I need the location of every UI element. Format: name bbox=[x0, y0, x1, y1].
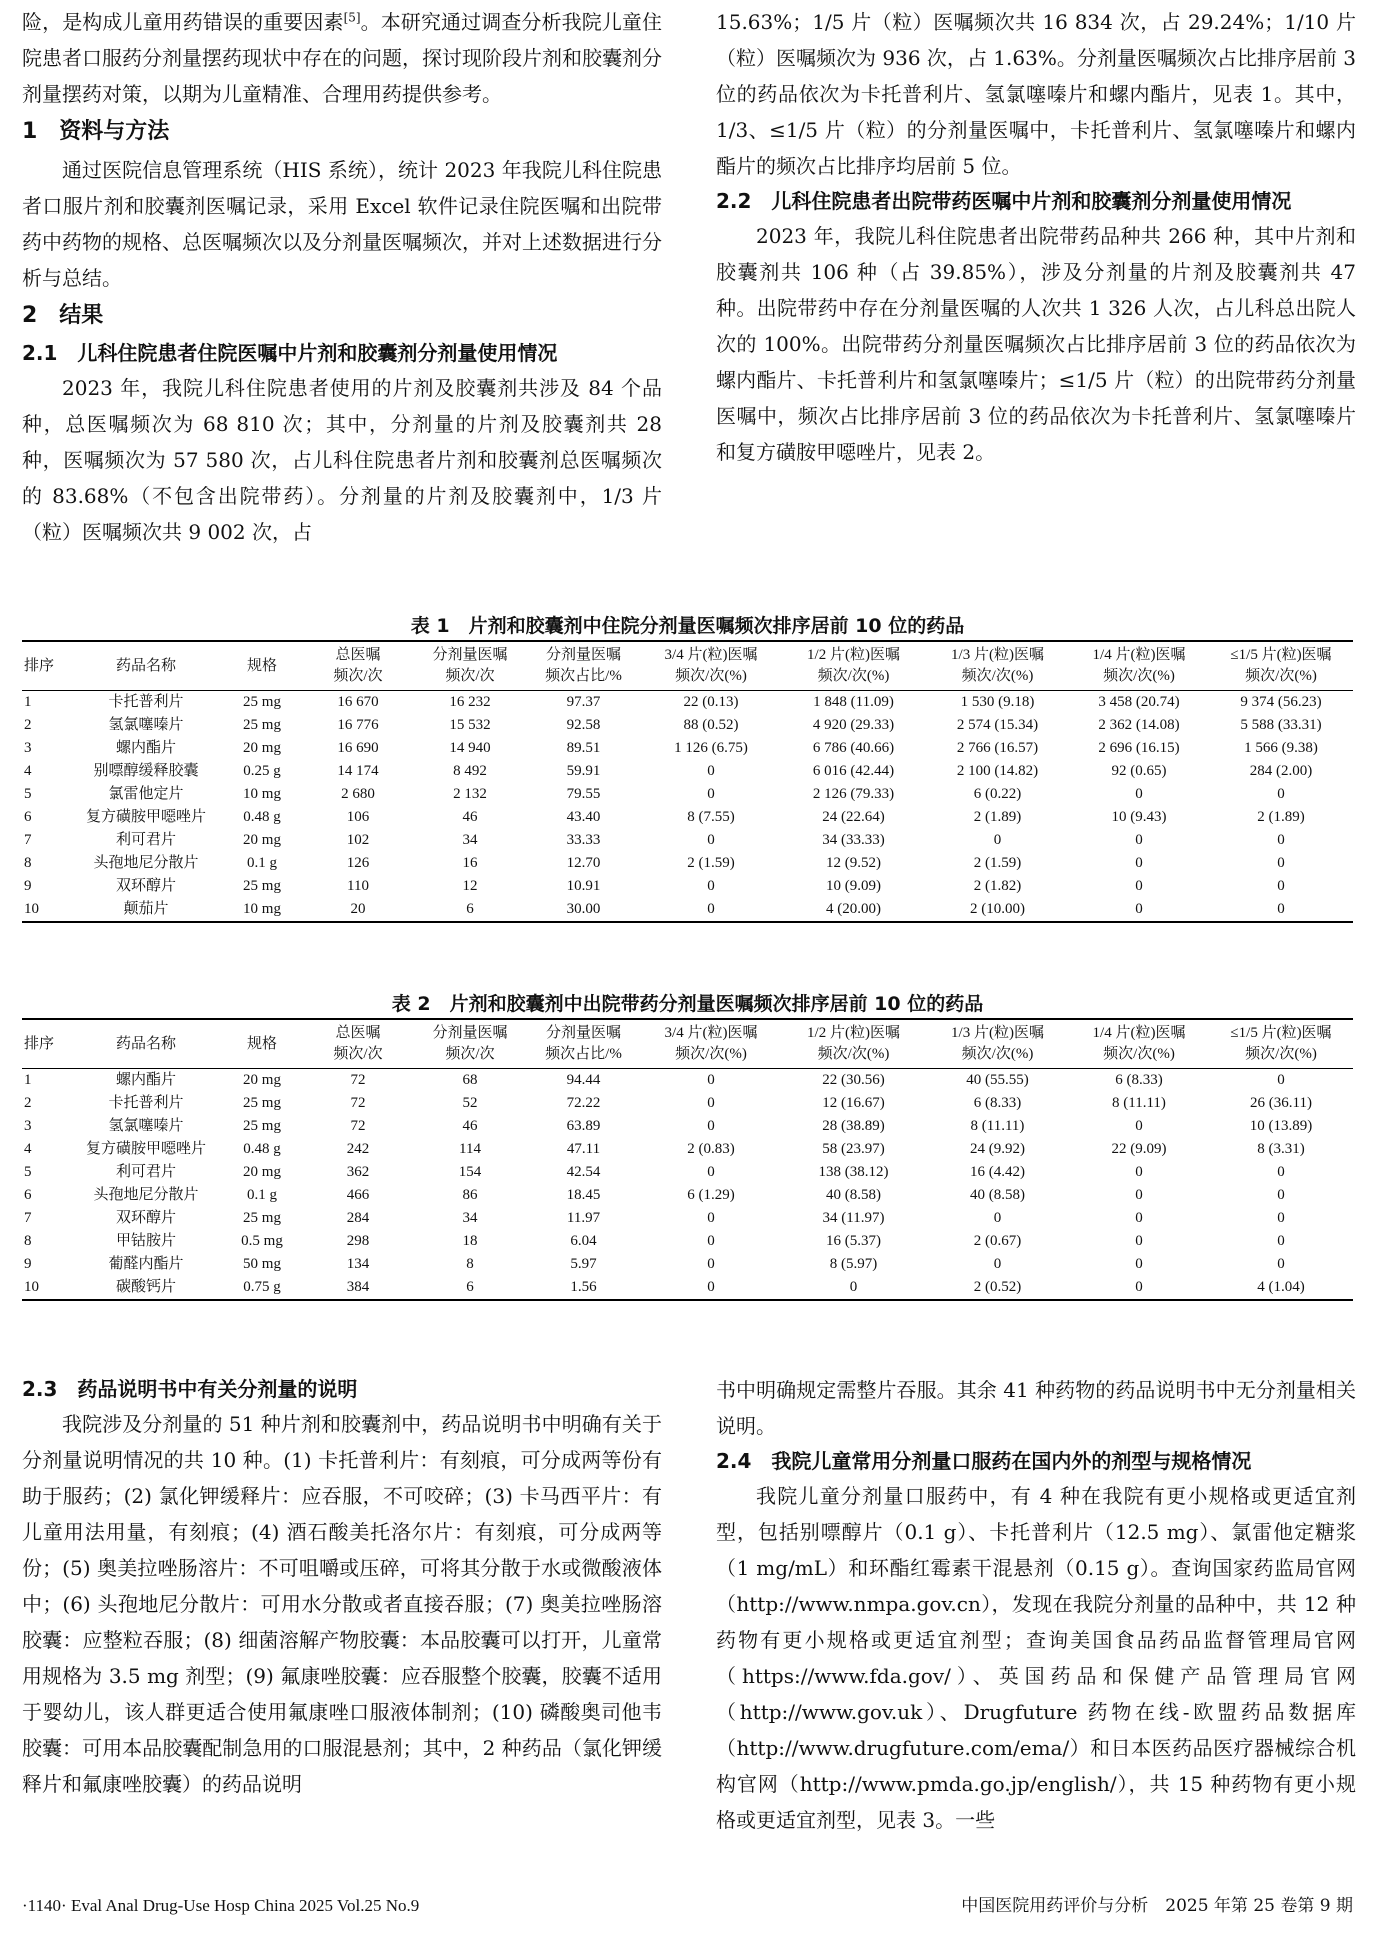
table-cell: 0 bbox=[1069, 898, 1209, 922]
table-cell: 0.75 g bbox=[222, 1276, 302, 1300]
table-cell: 4 bbox=[24, 1141, 32, 1157]
table-cell: 10 (9.43) bbox=[1111, 809, 1167, 825]
table-cell: 头孢地尼分散片 bbox=[93, 1187, 199, 1203]
table-row bbox=[22, 898, 1353, 922]
table-cell: 6 (8.33) bbox=[973, 1095, 1022, 1111]
table-cell: 2 100 (14.82) bbox=[956, 763, 1039, 779]
footer-journal-chinese: 中国医院用药评价与分析 2025 年第 25 卷第 9 期 bbox=[961, 1896, 1353, 1916]
table-cell: 0 bbox=[1069, 1276, 1209, 1300]
table-cell: 466 bbox=[346, 1187, 370, 1203]
table-cell: 2 574 (15.34) bbox=[956, 717, 1039, 733]
table-cell: 2 362 (14.08) bbox=[1098, 717, 1180, 733]
table-cell: 0 bbox=[1277, 878, 1285, 894]
left-column-top bbox=[22, 4, 662, 550]
table-cell: 298 bbox=[346, 1233, 370, 1249]
table-cell: 15 532 bbox=[449, 717, 491, 733]
table-cell: 25 mg bbox=[243, 717, 281, 733]
table-cell: 25 mg bbox=[243, 1210, 281, 1226]
table-cell: 双环醇片 bbox=[115, 1210, 176, 1226]
table-row bbox=[22, 829, 1353, 852]
table-cell: 6 (1.29) bbox=[687, 1187, 735, 1203]
table-cell: 86 bbox=[462, 1187, 478, 1203]
table-row bbox=[22, 714, 1353, 737]
table-cell: 384 bbox=[302, 1276, 414, 1300]
table-cell: 0 bbox=[707, 1256, 715, 1272]
table-cell: 138 (38.12) bbox=[818, 1164, 889, 1180]
table-cell: 2 696 (16.15) bbox=[1098, 740, 1180, 756]
table-cell: 2 126 (79.33) bbox=[812, 786, 895, 802]
table-cell: 89.51 bbox=[566, 740, 601, 756]
table-cell: 氢氯噻嗪片 bbox=[108, 1118, 184, 1134]
table-cell: 0 bbox=[993, 832, 1002, 848]
table-cell: 0 bbox=[1277, 1164, 1285, 1180]
results-2-2-paragraph: 2023 年，我院儿科住院患者出院带药品种共 266 种，其中片剂和胶囊剂共 106 种（占 39.85%），涉及分剂量的片剂及胶囊剂共 47 种。出院带药中存在分剂量医嘱的人次共 1 326 人次，占儿科总出院人次的 100%。出院带药分剂量医嘱频次占比排序居前 3 位的药品依次为螺内酯片、卡托普利片和氢氯噻嗪片；≤1/5 片（粒）的出院带药分剂量医嘱中，频次占比排序居前 3 位的药品依次为卡托普利片、氢氯噻嗪片和复方磺胺甲噁唑片，见表 2。 bbox=[716, 224, 1356, 464]
subsection-heading-2-1: 2.1 儿科住院患者住院医嘱中片剂和胶囊剂分剂量使用情况 bbox=[22, 341, 558, 365]
table-cell: 14 940 bbox=[449, 740, 491, 756]
table-row bbox=[22, 1276, 1353, 1300]
column-header: 药品名称 bbox=[70, 641, 222, 691]
column-header: 分剂量医嘱 频次/次 bbox=[414, 1019, 526, 1069]
table-cell: 2 766 (16.57) bbox=[956, 740, 1039, 756]
table-cell: 28 (38.89) bbox=[822, 1118, 885, 1134]
table-cell: 复方磺胺甲噁唑片 bbox=[85, 1141, 206, 1157]
table-cell: 50 mg bbox=[243, 1256, 281, 1272]
table-row bbox=[22, 691, 1353, 715]
column-header: 规格 bbox=[222, 1019, 302, 1069]
table-cell: 10 mg bbox=[222, 898, 302, 922]
table-cell: 0 bbox=[707, 786, 715, 802]
table-cell: 头孢地尼分散片 bbox=[93, 855, 199, 871]
table-cell: 0 bbox=[707, 1118, 715, 1134]
column-header: 分剂量医嘱 频次占比/% bbox=[526, 1019, 641, 1069]
table-row bbox=[22, 1253, 1353, 1276]
table-cell: 0 bbox=[993, 1210, 1002, 1226]
table-cell: 9 374 (56.23) bbox=[1240, 694, 1322, 710]
table-2 bbox=[22, 990, 1353, 1301]
table-cell: 0 bbox=[1135, 1210, 1143, 1226]
table-cell: 8 (7.55) bbox=[687, 809, 735, 825]
table-cell: 0.48 g bbox=[243, 1141, 281, 1157]
table-cell: 16 (4.42) bbox=[970, 1164, 1025, 1180]
table-cell: 72 bbox=[350, 1072, 366, 1088]
table-2-caption: 表 2 片剂和胶囊剂中出院带药分剂量医嘱频次排序居前 10 位的药品 bbox=[391, 993, 984, 1015]
table-cell: 11.97 bbox=[566, 1210, 601, 1226]
table-cell: 2 (0.52) bbox=[926, 1276, 1069, 1300]
table-cell: 34 bbox=[462, 832, 478, 848]
table-cell: 10 bbox=[22, 898, 70, 922]
table-cell: 0 bbox=[1277, 786, 1285, 802]
table-cell: 88 (0.52) bbox=[683, 717, 739, 733]
table-cell: 284 (2.00) bbox=[1249, 763, 1313, 779]
table-cell: 3 bbox=[24, 740, 32, 756]
table-1-caption: 表 1 片剂和胶囊剂中住院分剂量医嘱频次排序居前 10 位的药品 bbox=[410, 615, 965, 637]
right-column-top bbox=[716, 4, 1356, 470]
subsection-heading-2-3: 2.3 药品说明书中有关分剂量的说明 bbox=[22, 1377, 358, 1401]
table-cell: 22 (9.09) bbox=[1111, 1141, 1167, 1157]
table-cell: 0 bbox=[1135, 1164, 1143, 1180]
table-cell: 284 bbox=[346, 1210, 370, 1226]
table-cell: 20 bbox=[302, 898, 414, 922]
table-cell: 6 016 (42.44) bbox=[812, 763, 895, 779]
table-cell: 10 bbox=[22, 1276, 70, 1300]
column-header: 总医嘱 频次/次 bbox=[302, 641, 414, 691]
table-cell: 22 (0.13) bbox=[683, 694, 739, 710]
column-header: 3/4 片(粒)医嘱 频次/次(%) bbox=[641, 641, 781, 691]
table-cell: 8 (3.31) bbox=[1257, 1141, 1305, 1157]
table-cell: 34 (11.97) bbox=[822, 1210, 885, 1226]
table-2-grid bbox=[22, 1018, 1353, 1301]
table-cell: 0 bbox=[707, 1095, 715, 1111]
table-cell: 0.25 g bbox=[243, 763, 281, 779]
table-cell: 362 bbox=[346, 1164, 370, 1180]
table-cell: 46 bbox=[462, 809, 478, 825]
table-cell: 3 bbox=[24, 1118, 32, 1134]
right-column-bottom bbox=[716, 1372, 1356, 1838]
table-cell: 20 mg bbox=[243, 832, 281, 848]
table-cell: 0 bbox=[1277, 855, 1285, 871]
table-cell: 12 bbox=[462, 878, 478, 894]
column-header: 总医嘱 频次/次 bbox=[302, 1019, 414, 1069]
table-cell: 2 132 bbox=[453, 786, 487, 802]
table-cell: 42.54 bbox=[566, 1164, 601, 1180]
table-cell: 利可君片 bbox=[115, 1164, 176, 1180]
table-cell: 24 (9.92) bbox=[970, 1141, 1025, 1157]
table-cell: 25 mg bbox=[243, 694, 281, 710]
column-header: 排序 bbox=[22, 1019, 70, 1069]
table-cell: 1 848 (11.09) bbox=[813, 694, 894, 710]
table-cell: 5 588 (33.31) bbox=[1240, 717, 1322, 733]
section-heading-methods: 1 资料与方法 bbox=[22, 119, 170, 144]
table-cell: 0 bbox=[1135, 786, 1143, 802]
table-cell: 4 (1.04) bbox=[1209, 1276, 1353, 1300]
table-cell: 2 (1.89) bbox=[973, 809, 1022, 825]
table-cell: 110 bbox=[347, 878, 369, 894]
methods-paragraph: 通过医院信息管理系统（HIS 系统），统计 2023 年我院儿科住院患者口服片剂和胶囊剂医嘱记录，采用 Excel 软件记录住院医嘱和出院带药中药物的规格、总医嘱频次以及分剂量医嘱频次，并对上述数据进行分析与总结。 bbox=[22, 158, 662, 290]
table-cell: 92.58 bbox=[566, 717, 601, 733]
table-cell: 氯雷他定片 bbox=[108, 786, 184, 802]
table-cell: 102 bbox=[346, 832, 370, 848]
column-header: 1/4 片(粒)医嘱 频次/次(%) bbox=[1069, 1019, 1209, 1069]
table-cell: 0 bbox=[1277, 832, 1285, 848]
table-cell: 18 bbox=[462, 1233, 478, 1249]
table-cell: 螺内酯片 bbox=[115, 1072, 176, 1088]
results-2-3-paragraph: 我院涉及分剂量的 51 种片剂和胶囊剂中，药品说明书中明确有关于分剂量说明情况的共 10 种。(1) 卡托普利片：有刻痕，可分成两等份有助于服药；(2) 氯化钾缓释片：应吞服，不可咬碎；(3) 卡马西平片：有儿童用法用量，有刻痕；(4) 酒石酸美托洛尔片：有刻痕，可分成两等份；(5) 奥美拉唑肠溶片：不可咀嚼或压碎，可将其分散于水或微酸液体中；(6) 头孢地尼分散片：可用水分散或者直接吞服；(7) 奥美拉唑肠溶胶囊：应整粒吞服；(8) 细菌溶解产物胶囊：本品胶囊可以打开，儿童常用规格为 3.5 mg 剂型；(9) 氟康唑胶囊：应吞服整个胶囊，胶囊不适用于婴幼儿，该人群更适合使用氟康唑口服液体制剂；(10) 磷酸奥司他韦胶囊：可用本品胶囊配制急用的口服混悬剂；其中，2 种药品（氯化钾缓释片和氟康唑胶囊）的药品说明 bbox=[22, 1412, 662, 1796]
table-cell: 双环醇片 bbox=[115, 878, 176, 894]
table-cell: 6 bbox=[24, 809, 32, 825]
table-cell: 97.37 bbox=[566, 694, 601, 710]
results-2-4-paragraph: 我院儿童分剂量口服药中，有 4 种在我院有更小规格或更适宜剂型，包括别嘌醇片（0.1 g）、卡托普利片（12.5 mg）、氯雷他定糖浆（1 mg/mL）和环酯红霉素干混悬剂（0.15 g）。查询国家药监局官网（http://www.nmpa.gov.cn），发现在我院分剂量的品种中，共 12 种药物有更小规格或更适宜剂型；查询美国食品药品监督管理局官网（https://www.fda.gov/）、英国药品和保健产品管理局官网（http://www.gov.uk）、Drugfuture 药物在线-欧盟药品数据库（http://www.drugfuture.com/ema/）和日本医药品医疗器械综合机构官网（http://www.pmda.go.jp/english/），共 15 种药物有更小规格或更适宜剂型，见表 3。一些 bbox=[716, 1484, 1356, 1832]
table-cell: 0 bbox=[1277, 1187, 1285, 1203]
table-cell: 0 bbox=[1277, 1210, 1285, 1226]
table-cell: 0 bbox=[1277, 1233, 1285, 1249]
table-cell: 33.33 bbox=[566, 832, 601, 848]
table-cell: 16 690 bbox=[337, 740, 379, 756]
column-header: 分剂量医嘱 频次/次 bbox=[414, 641, 526, 691]
table-cell: 43.40 bbox=[566, 809, 601, 825]
table-cell: 0 bbox=[707, 763, 715, 779]
table-cell: 16 bbox=[462, 855, 478, 871]
table-cell: 6 (0.22) bbox=[973, 786, 1022, 802]
subsection-heading-2-4: 2.4 我院儿童常用分剂量口服药在国内外的剂型与规格情况 bbox=[716, 1449, 1252, 1473]
table-cell: 3 458 (20.74) bbox=[1098, 694, 1180, 710]
table-cell: 8 bbox=[466, 1256, 474, 1272]
table-row bbox=[22, 1184, 1353, 1207]
table-cell: 4 bbox=[24, 763, 32, 779]
column-header: 分剂量医嘱 频次占比/% bbox=[526, 641, 641, 691]
table-cell: 34 bbox=[462, 1210, 478, 1226]
table-cell: 26 (36.11) bbox=[1250, 1095, 1312, 1111]
column-header: 3/4 片(粒)医嘱 频次/次(%) bbox=[641, 1019, 781, 1069]
table-cell: 1.56 bbox=[526, 1276, 641, 1300]
table-cell: 别嘌醇缓释胶囊 bbox=[93, 763, 199, 779]
table-cell: 葡醛内酯片 bbox=[108, 1256, 184, 1272]
table-cell: 7 bbox=[24, 1210, 32, 1226]
table-cell: 0 bbox=[1277, 1072, 1285, 1088]
table-cell: 8 (11.11) bbox=[970, 1118, 1025, 1134]
table-cell: 58 (23.97) bbox=[822, 1141, 885, 1157]
left-column-bottom bbox=[22, 1372, 662, 1802]
table-cell: 0 bbox=[1135, 832, 1143, 848]
table-1-header-row bbox=[22, 641, 1353, 691]
subsection-heading-2-2: 2.2 儿科住院患者出院带药医嘱中片剂和胶囊剂分剂量使用情况 bbox=[716, 189, 1292, 213]
table-cell: 92 (0.65) bbox=[1111, 763, 1167, 779]
table-row bbox=[22, 1161, 1353, 1184]
table-row bbox=[22, 1207, 1353, 1230]
table-cell: 0 bbox=[707, 1164, 715, 1180]
table-cell: 8 (5.97) bbox=[829, 1256, 878, 1272]
table-cell: 2 (0.83) bbox=[687, 1141, 735, 1157]
table-cell: 2 (1.59) bbox=[973, 855, 1022, 871]
table-cell: 6 (8.33) bbox=[1115, 1072, 1163, 1088]
table-cell: 0.48 g bbox=[243, 809, 281, 825]
table-cell: 颠茄片 bbox=[70, 898, 222, 922]
table-cell: 2 680 bbox=[341, 786, 375, 802]
table-cell: 68 bbox=[462, 1072, 478, 1088]
table-cell: 5.97 bbox=[570, 1256, 597, 1272]
column-header: 1/4 片(粒)医嘱 频次/次(%) bbox=[1069, 641, 1209, 691]
table-row bbox=[22, 875, 1353, 898]
table-cell: 1 bbox=[24, 1072, 32, 1088]
table-cell: 94.44 bbox=[566, 1072, 601, 1088]
table-cell: 40 (55.55) bbox=[966, 1072, 1029, 1088]
table-cell: 0 bbox=[781, 1276, 926, 1300]
table-cell: 碳酸钙片 bbox=[70, 1276, 222, 1300]
table-cell: 72 bbox=[350, 1095, 366, 1111]
table-cell: 40 (8.58) bbox=[826, 1187, 881, 1203]
table-cell: 5 bbox=[24, 786, 32, 802]
table-cell: 0 bbox=[1209, 898, 1353, 922]
table-cell: 20 mg bbox=[243, 1164, 281, 1180]
table-cell: 134 bbox=[346, 1256, 370, 1272]
table-cell: 0.1 g bbox=[247, 855, 277, 871]
table-cell: 氢氯噻嗪片 bbox=[108, 717, 184, 733]
table-cell: 甲钴胺片 bbox=[115, 1233, 176, 1249]
table-cell: 0.1 g bbox=[247, 1187, 277, 1203]
table-cell: 利可君片 bbox=[115, 832, 176, 848]
column-header: 药品名称 bbox=[70, 1019, 222, 1069]
table-cell: 6 bbox=[414, 1276, 526, 1300]
table-cell: 0 bbox=[1135, 1233, 1143, 1249]
table-2-header-row bbox=[22, 1019, 1353, 1069]
column-header: ≤1/5 片(粒)医嘱 频次/次(%) bbox=[1209, 1019, 1353, 1069]
footer-journal-english: ·1140· Eval Anal Drug-Use Hosp China 2025 Vol.25 No.9 bbox=[22, 1896, 420, 1915]
table-row bbox=[22, 1230, 1353, 1253]
table-cell: 10 (13.89) bbox=[1249, 1118, 1313, 1134]
table-cell: 10 (9.09) bbox=[826, 878, 881, 894]
table-cell: 8 bbox=[24, 1233, 32, 1249]
table-cell: 螺内酯片 bbox=[115, 740, 176, 756]
table-cell: 46 bbox=[462, 1118, 478, 1134]
table-cell: 63.89 bbox=[566, 1118, 601, 1134]
table-cell: 12 (9.52) bbox=[826, 855, 881, 871]
table-1-grid bbox=[22, 640, 1353, 923]
table-cell: 1 566 (9.38) bbox=[1244, 740, 1318, 756]
table-cell: 2 (1.89) bbox=[1257, 809, 1305, 825]
table-cell: 8 (11.11) bbox=[1112, 1095, 1166, 1111]
intro-paragraph-end: 险，是构成儿童用药错误的重要因素[5]。本研究通过调查分析我院儿童住院患者口服药分剂量摆药现状中存在的问题，探讨现阶段片剂和胶囊剂分剂量摆药对策，以期为儿童精准、合理用药提供参考。 bbox=[22, 10, 663, 106]
column-header: 1/3 片(粒)医嘱 频次/次(%) bbox=[926, 1019, 1069, 1069]
table-cell: 8 bbox=[24, 855, 32, 871]
table-row bbox=[22, 852, 1353, 875]
table-row bbox=[22, 783, 1353, 806]
table-cell: 2 (10.00) bbox=[926, 898, 1069, 922]
table-cell: 24 (22.64) bbox=[822, 809, 885, 825]
table-cell: 4 920 (29.33) bbox=[812, 717, 895, 733]
table-row bbox=[22, 1069, 1353, 1093]
table-cell: 72.22 bbox=[566, 1095, 601, 1111]
table-cell: 12 (16.67) bbox=[822, 1095, 885, 1111]
table-1 bbox=[22, 612, 1353, 923]
table-cell: 16 670 bbox=[337, 694, 379, 710]
table-row bbox=[22, 737, 1353, 760]
table-cell: 0 bbox=[1135, 855, 1143, 871]
table-cell: 72 bbox=[350, 1118, 366, 1134]
column-header: ≤1/5 片(粒)医嘱 频次/次(%) bbox=[1209, 641, 1353, 691]
table-row bbox=[22, 1138, 1353, 1161]
table-row bbox=[22, 760, 1353, 783]
table-cell: 242 bbox=[346, 1141, 370, 1157]
table-cell: 6 bbox=[414, 898, 526, 922]
table-cell: 16 776 bbox=[337, 717, 379, 733]
table-cell: 52 bbox=[462, 1095, 478, 1111]
table-cell: 0 bbox=[641, 898, 781, 922]
table-cell: 154 bbox=[458, 1164, 482, 1180]
table-cell: 0 bbox=[993, 1256, 1002, 1272]
table-cell: 10.91 bbox=[566, 878, 601, 894]
table-cell: 2 bbox=[24, 1095, 32, 1111]
table-cell: 25 mg bbox=[243, 1118, 281, 1134]
table-cell: 16 232 bbox=[449, 694, 491, 710]
table-cell: 25 mg bbox=[243, 878, 281, 894]
table-cell: 30.00 bbox=[526, 898, 641, 922]
table-row bbox=[22, 1092, 1353, 1115]
column-header: 1/2 片(粒)医嘱 频次/次(%) bbox=[781, 641, 926, 691]
table-cell: 2 (0.67) bbox=[973, 1233, 1022, 1249]
table-cell: 18.45 bbox=[566, 1187, 601, 1203]
column-header: 1/3 片(粒)医嘱 频次/次(%) bbox=[926, 641, 1069, 691]
results-2-1-paragraph: 2023 年，我院儿科住院患者使用的片剂及胶囊剂共涉及 84 个品种，总医嘱频次为 68 810 次；其中，分剂量的片剂及胶囊剂共 28 种，医嘱频次为 57 580 次，占儿科住院患者片剂和胶囊剂总医嘱频次的 83.68%（不包含出院带药）。分剂量的片剂及胶囊剂中，1/3 片（粒）医嘱频次共 9 002 次，占 bbox=[22, 376, 662, 544]
table-cell: 0 bbox=[1135, 1118, 1143, 1134]
table-cell: 4 (20.00) bbox=[781, 898, 926, 922]
table-cell: 20 mg bbox=[243, 740, 281, 756]
table-cell: 0 bbox=[707, 1210, 715, 1226]
column-header: 规格 bbox=[222, 641, 302, 691]
table-cell: 9 bbox=[24, 1256, 32, 1272]
table-cell: 8 492 bbox=[453, 763, 487, 779]
table-cell: 59.91 bbox=[566, 763, 601, 779]
table-cell: 2 (1.82) bbox=[973, 878, 1022, 894]
citation-ref: [5] bbox=[343, 10, 361, 25]
table-cell: 7 bbox=[24, 832, 32, 848]
table-cell: 16 (5.37) bbox=[826, 1233, 881, 1249]
table-cell: 126 bbox=[346, 855, 370, 871]
table-row bbox=[22, 1115, 1353, 1138]
table-cell: 0 bbox=[707, 1072, 715, 1088]
table-cell: 2 (1.59) bbox=[687, 855, 735, 871]
results-2-3-continued: 书中明确规定需整片吞服。其余 41 种药物的药品说明书中无分剂量相关说明。 bbox=[716, 1378, 1356, 1438]
table-cell: 47.11 bbox=[566, 1141, 601, 1157]
table-cell: 0.5 mg bbox=[241, 1233, 283, 1249]
table-cell: 106 bbox=[346, 809, 370, 825]
table-cell: 0 bbox=[1135, 878, 1143, 894]
table-cell: 0 bbox=[1135, 1187, 1143, 1203]
table-cell: 40 (8.58) bbox=[970, 1187, 1025, 1203]
table-cell: 0 bbox=[707, 1233, 715, 1249]
results-2-1-continued: 15.63%；1/5 片（粒）医嘱频次共 16 834 次，占 29.24%；1/10 片（粒）医嘱频次为 936 次，占 1.63%。分剂量医嘱频次占比排序居前 3 位的药品依次为卡托普利片、氢氯噻嗪片和螺内酯片，见表 1。其中，1/3、≤1/5 片（粒）的分剂量医嘱中，卡托普利片、氢氯噻嗪片和螺内酯片的频次占比排序均居前 5 位。 bbox=[716, 10, 1356, 178]
table-cell: 0 bbox=[1277, 1256, 1285, 1272]
table-cell: 6 786 (40.66) bbox=[812, 740, 895, 756]
table-cell: 1 530 (9.18) bbox=[960, 694, 1035, 710]
table-cell: 0 bbox=[641, 1276, 781, 1300]
table-cell: 6 bbox=[24, 1187, 32, 1203]
section-heading-results: 2 结果 bbox=[22, 303, 104, 328]
table-cell: 20 mg bbox=[243, 1072, 281, 1088]
table-row bbox=[22, 806, 1353, 829]
table-cell: 9 bbox=[24, 878, 32, 894]
table-cell: 复方磺胺甲噁唑片 bbox=[85, 809, 206, 825]
table-cell: 2 bbox=[24, 717, 32, 733]
table-cell: 6.04 bbox=[570, 1233, 597, 1249]
table-cell: 10 mg bbox=[243, 786, 281, 802]
table-cell: 14 174 bbox=[337, 763, 379, 779]
table-cell: 25 mg bbox=[243, 1095, 281, 1111]
table-cell: 34 (33.33) bbox=[822, 832, 885, 848]
table-cell: 79.55 bbox=[566, 786, 601, 802]
table-cell: 卡托普利片 bbox=[108, 694, 184, 710]
table-cell: 0 bbox=[707, 832, 715, 848]
column-header: 排序 bbox=[22, 641, 70, 691]
table-cell: 卡托普利片 bbox=[108, 1095, 184, 1111]
column-header: 1/2 片(粒)医嘱 频次/次(%) bbox=[781, 1019, 926, 1069]
table-cell: 1 126 (6.75) bbox=[674, 740, 748, 756]
table-cell: 114 bbox=[459, 1141, 481, 1157]
table-cell: 0 bbox=[1135, 1256, 1143, 1272]
table-cell: 22 (30.56) bbox=[822, 1072, 885, 1088]
table-cell: 5 bbox=[24, 1164, 32, 1180]
table-cell: 1 bbox=[24, 694, 32, 710]
table-cell: 12.70 bbox=[566, 855, 601, 871]
table-cell: 0 bbox=[707, 878, 715, 894]
